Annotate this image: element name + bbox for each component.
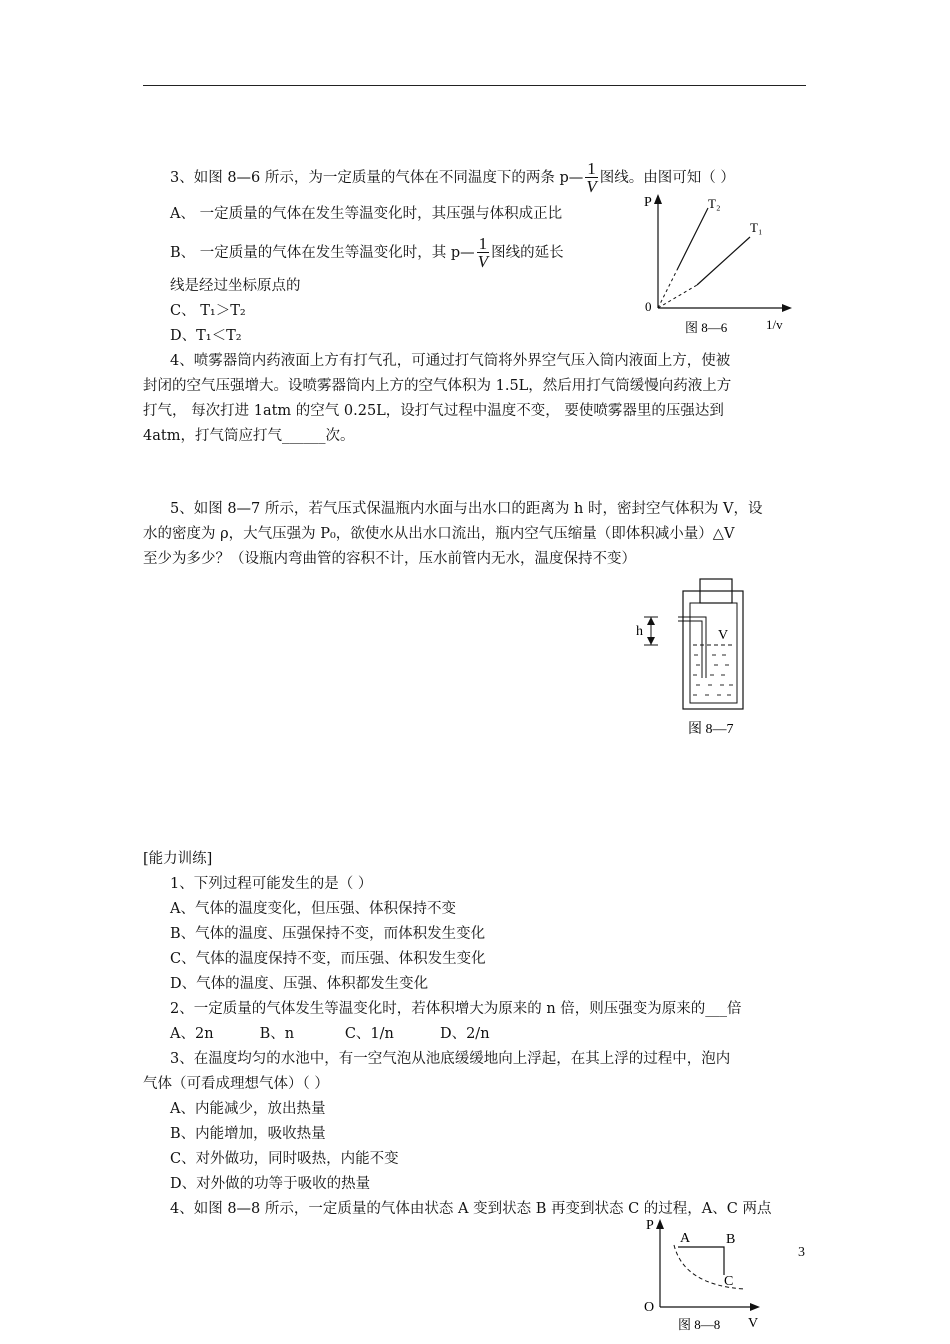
q4-line-1: 4、喷雾器筒内药液面上方有打气孔，可通过打气筒将外界空气压入筒内液面上方，使被 <box>170 353 731 369</box>
t2-label: T₂ <box>708 196 721 211</box>
fraction-1-over-v: $\frac{1}{V}$ <box>586 159 597 196</box>
q3-option-b-continued: 线是经过坐标原点的 <box>170 278 301 294</box>
q5-line-3: 至少为多少？（设瓶内弯曲管的容积不计，压水前管内无水，温度保持不变） <box>143 551 636 567</box>
p-label: P <box>646 1218 654 1233</box>
x-axis-arrow <box>782 304 792 312</box>
figure-caption: 图 8—6 <box>685 320 728 335</box>
q3-option-b: B、 一定质量的气体在发生等温变化时，其 p— $\frac{1}{V}$ 图线的延长 <box>170 234 564 271</box>
s-q1: 1、下列过程可能发生的是（ ） <box>170 876 373 892</box>
process-path <box>678 1247 724 1275</box>
ylabel: P <box>644 195 652 210</box>
v-label: V <box>718 628 729 643</box>
state-a-label: A <box>680 1231 691 1246</box>
s-q3-b: B、内能增加，吸收热量 <box>170 1126 326 1142</box>
s-q3-line-2: 气体（可看成理想气体）（ ） <box>143 1076 329 1092</box>
h-arrow-down <box>647 637 655 645</box>
figure-caption: 图 8—7 <box>688 722 734 737</box>
q3-option-c: C、 T₁＞T₂ <box>170 303 246 319</box>
s-q1-c: C、气体的温度保持不变，而压强、体积发生变化 <box>170 951 486 967</box>
water-hatching <box>693 655 733 695</box>
s-q1-d: D、气体的温度、压强、体积都发生变化 <box>170 976 429 992</box>
section-title: [能力训练] <box>143 851 213 867</box>
page-number: 3 <box>798 1245 805 1260</box>
y-axis-arrow <box>654 194 662 204</box>
y-axis-arrow <box>656 1219 664 1229</box>
q4-line-2: 封闭的空气压强增大。设喷雾器筒内上方的空气体积为 1.5L，然后用打气筒缓慢向药液上方 <box>143 378 732 394</box>
s-q2-options: A、2n B、n C、1/n D、2/n <box>170 1026 490 1042</box>
state-c-label: C <box>724 1274 734 1289</box>
q4-line-3: 打气， 每次打进 1atm 的空气 0.25L，设打气过程中温度不变， 要使喷雾器里的压强达到 <box>143 403 724 419</box>
bottle-outer <box>683 591 743 709</box>
s-q3-line-1: 3、在温度均匀的水池中，有一空气泡从池底缓缓地向上浮起，在其上浮的过程中，泡内 <box>170 1051 731 1067</box>
state-b-label: B <box>726 1232 736 1247</box>
h-arrow-up <box>647 617 655 625</box>
figure-8-7 <box>630 575 760 740</box>
s-q3-a: A、内能减少，放出热量 <box>170 1101 326 1117</box>
figure-caption: 图 8—8 <box>678 1317 721 1332</box>
figure-8-6 <box>640 190 810 340</box>
s-q4: 4、如图 8—8 所示，一定质量的气体由状态 A 变到状态 B 再变到状态 C 的过程，A、C 两点 <box>170 1201 772 1217</box>
xlabel: 1/v <box>766 317 783 332</box>
s-q2: 2、一定质量的气体发生等温变化时，若体积增大为原来的 n 倍，则压强变为原来的___倍 <box>170 1001 742 1017</box>
v-label: V <box>748 1316 759 1331</box>
q3-option-d: D、T₁＜T₂ <box>170 328 242 344</box>
s-q1-b: B、气体的温度、压强保持不变，而体积发生变化 <box>170 926 486 942</box>
t2-line <box>677 208 708 270</box>
q5-line-2: 水的密度为 ρ，大气压强为 P₀，欲使水从出水口流出，瓶内空气压缩量（即体积减小量）△V <box>143 526 735 542</box>
q5-line-1: 5、如图 8—7 所示，若气压式保温瓶内水面与出水口的距离为 h 时，密封空气体积为 V，设 <box>170 501 763 517</box>
t1-line <box>697 237 750 285</box>
q3-stem: 3、如图 8—6 所示，为一定质量的气体在不同温度下的两条 p— $\frac{1}{V}$ 图线。由图可知（ ） <box>170 159 735 196</box>
origin-label: 0 <box>645 299 652 314</box>
s-q1-a: A、气体的温度变化，但压强、体积保持不变 <box>170 901 456 917</box>
s-q3-c: C、对外做功，同时吸热，内能不变 <box>170 1151 399 1167</box>
t1-label: T₁ <box>750 220 763 235</box>
isotherm-curve <box>674 1245 744 1289</box>
bottle-inner <box>690 603 737 703</box>
origin-label: O <box>644 1300 655 1315</box>
q4-line-4: 4atm，打气筒应打气______次。 <box>143 428 355 444</box>
s-q3-d: D、对外做的功等于吸收的热量 <box>170 1176 371 1192</box>
h-label: h <box>636 624 643 639</box>
x-axis-arrow <box>750 1303 760 1311</box>
q3-option-a: A、 一定质量的气体在发生等温变化时，其压强与体积成正比 <box>170 206 563 222</box>
header-rule <box>143 85 806 86</box>
figure-8-8 <box>640 1215 770 1340</box>
t2-extension <box>658 270 677 308</box>
